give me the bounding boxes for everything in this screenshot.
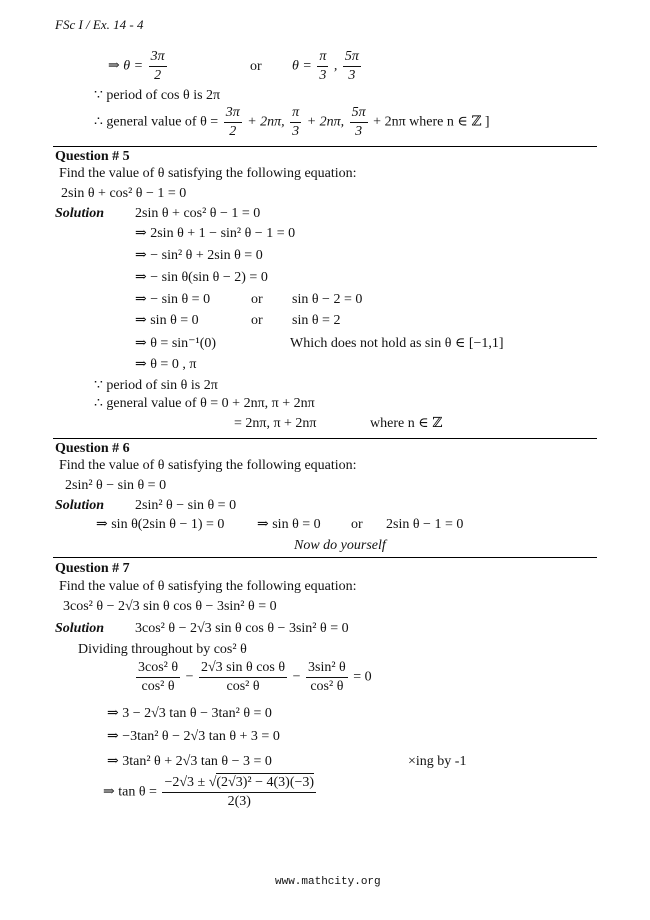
q5-period: ∵ period of sin θ is 2π [94,378,218,393]
term: + 2nπ where n ∈ ℤ ] [373,114,490,130]
q5-step-5a: ⇒ − sin θ = 0 [135,292,211,307]
q7-fraction-row [134,661,372,694]
tan-theta-lead: ⇒ tan θ = [103,784,161,800]
q6-step-2a: ⇒ sin θ(2sin θ − 1) = 0 [96,517,225,532]
question-5-prompt: Find the value of θ satisfying the following equation: [59,166,357,181]
q7-step-3: ⇒ 3 − 2√3 tan θ − 3tan² θ = 0 [107,706,272,721]
q7-step-2: Dividing throughout by cos² θ [78,642,247,657]
fraction: $\frac{5\pi}{3}$ [344,49,359,83]
fraction: $\frac{5\pi}{3}$ [351,105,366,139]
q6-step-2b: ⇒ sin θ = 0 [257,517,321,532]
q5-step-8: ⇒ θ = 0 , π [135,357,197,372]
or-label: or [250,59,262,74]
numerator-lead: −2√3 ± [164,775,209,790]
question-7-heading: Question # 7 [55,561,130,576]
q6-step-2c: 2sin θ − 1 = 0 [386,517,464,532]
minus: − [185,669,194,685]
question-5-equation: 2sin θ + cos² θ − 1 = 0 [61,186,187,201]
question-7-prompt: Find the value of θ satisfying the following equation: [59,579,357,594]
where-clause: where n ∈ ℤ [370,416,443,431]
q7-step-4: ⇒ −3tan² θ − 2√3 tan θ + 3 = 0 [107,729,280,744]
fraction: $\frac{\text{2√3 sin θ cos θ}}{\text{cos² θ}}$ [200,660,286,694]
quadratic-formula [162,776,316,809]
question-6-prompt: Find the value of θ satisfying the following equation: [59,458,357,473]
fraction: $\frac{\text{3sin² θ}}{\text{cos² θ}}$ [308,660,346,694]
question-6-heading: Question # 6 [55,441,130,456]
top-line-1-lead: ⇒ θ = [108,58,147,74]
q5-general-value: ∴ general value of θ = 0 + 2nπ, π + 2nπ [94,396,315,411]
q5-step-7a: ⇒ θ = sin⁻¹(0) [135,336,217,351]
q7-step-6 [103,776,318,809]
radicand: (2√3)² − 4(3)(−3) [216,775,315,790]
period-line: ∵ period of cos θ is 2π [94,88,221,103]
general-value-lead: ∴ general value of θ = [94,114,222,130]
q7-step-5a: ⇒ 3tan² θ + 2√3 tan θ − 3 = 0 [107,754,272,769]
q7-step-5b: ×ing by -1 [408,754,467,769]
fraction: $\frac{\pi}{3}$ [292,105,300,139]
q5-step-2: ⇒ 2sin θ + 1 − sin² θ − 1 = 0 [135,226,296,241]
equals-zero: = 0 [353,669,372,685]
q5-step-6a: ⇒ sin θ = 0 [135,313,199,328]
divider [53,146,597,147]
top-line-1b-lead: θ = [292,58,316,74]
divider [53,557,597,558]
q6-note: Now do yourself [294,538,386,553]
q6-step-1: 2sin² θ − sin θ = 0 [135,498,237,513]
q7-step-1: 3cos² θ − 2√3 sin θ cos θ − 3sin² θ = 0 [135,621,349,636]
minus: − [292,669,301,685]
divider [53,438,597,439]
term: + 2nπ, [306,114,345,130]
page-header: FSc I / Ex. 14 - 4 [55,17,144,32]
or-label: or [351,517,363,532]
footer-site: www.mathcity.org [275,876,381,888]
q5-step-6b: sin θ = 2 [292,313,341,328]
top-line-1 [108,50,169,83]
q5-step-7b: Which does not hold as sin θ ∈ [−1,1] [290,336,504,351]
q5-general-value-2: = 2nπ, π + 2nπ [234,416,317,431]
or-label: or [251,292,263,307]
fraction: $\frac{3\pi}{2}$ [150,49,165,83]
q5-step-4: ⇒ − sin θ(sin θ − 2) = 0 [135,270,268,285]
q5-step-1: 2sin θ + cos² θ − 1 = 0 [135,206,261,221]
q5-step-5b: sin θ − 2 = 0 [292,292,363,307]
solution-label: Solution [55,621,105,636]
top-line-1b [292,50,363,83]
solution-label: Solution [55,206,105,221]
question-6-equation: 2sin² θ − sin θ = 0 [65,478,167,493]
comma: , [333,58,338,74]
general-value-line [94,106,490,139]
question-7-equation: 3cos² θ − 2√3 sin θ cos θ − 3sin² θ = 0 [63,599,277,614]
term: + 2nπ, [247,114,285,130]
solution-label: Solution [55,498,105,513]
sqrt-sign: √ [208,775,217,790]
denominator: 2(3) [227,794,251,809]
or-label: or [251,313,263,328]
fraction: $\frac{\pi}{3}$ [319,49,327,83]
q5-step-3: ⇒ − sin² θ + 2sin θ = 0 [135,248,263,263]
question-5-heading: Question # 5 [55,149,130,164]
fraction: $\frac{\text{3cos² θ}}{\text{cos² θ}}$ [138,660,179,694]
fraction: $\frac{3\pi}{2}$ [225,105,240,139]
